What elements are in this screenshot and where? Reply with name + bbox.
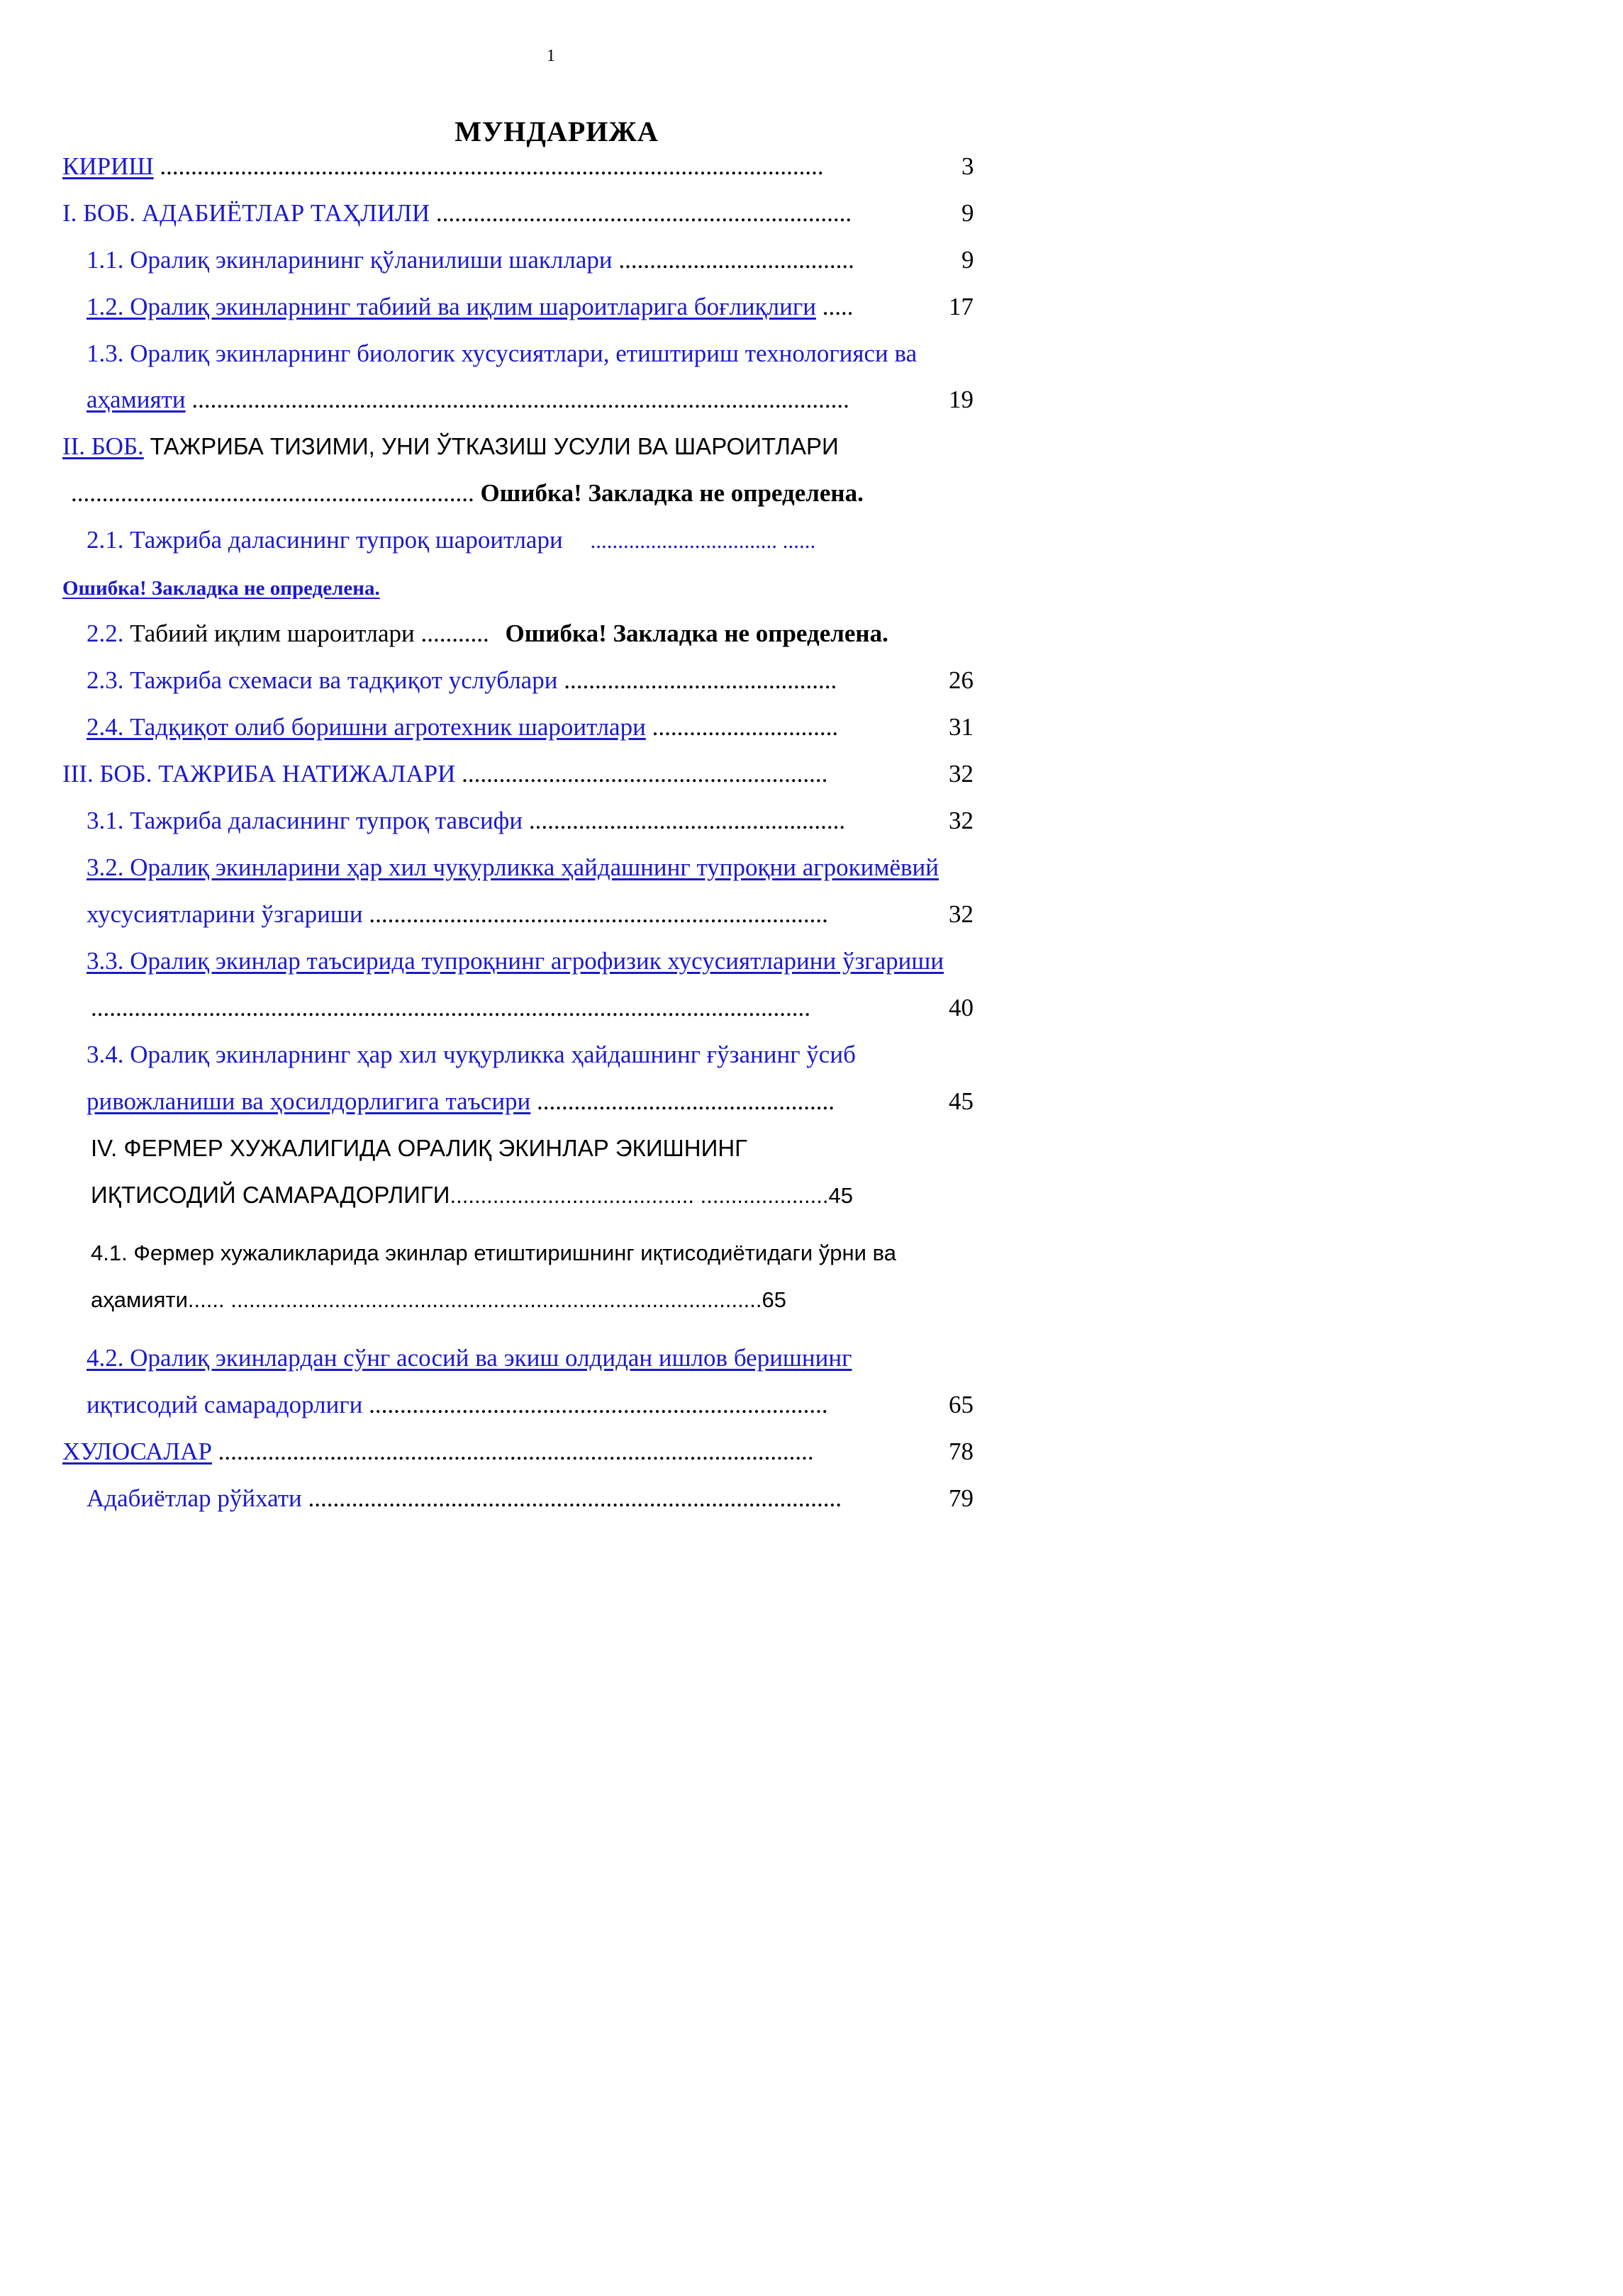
toc-entry-section-3-4-cont[interactable]: [87, 1087, 835, 1116]
toc-dots: ...................................................................: [435, 199, 852, 227]
toc-entry-section-4-1[interactable]: [91, 1239, 896, 1267]
toc-page-section-4-2: 65: [949, 1391, 974, 1418]
toc-page-section-2-4: 31: [949, 713, 974, 741]
toc-link-chapter-4-cont[interactable]: ИҚТИСОДИЙ САМАРАДОРЛИГИ: [91, 1182, 450, 1208]
toc-page-chapter-1: 9: [961, 199, 974, 227]
toc-link-conclusions[interactable]: ХУЛОСАЛАР: [62, 1438, 212, 1465]
toc-page-chapter-3: 32: [949, 760, 974, 788]
toc-link-section-4-2-cont[interactable]: иқтисодий самарадорлиги: [87, 1391, 363, 1418]
toc-entry-chapter-4[interactable]: [91, 1134, 747, 1163]
toc-entry-section-2-1[interactable]: [87, 526, 815, 555]
toc-link-section-3-4[interactable]: 3.4. Оралиқ экинларнинг ҳар хил чуқурликка ҳайдашнинг ғўзанинг ўсиб: [87, 1041, 856, 1068]
toc-entry-kirish[interactable]: [62, 152, 824, 181]
toc-entry-section-1-3-cont[interactable]: [87, 386, 849, 414]
toc-entry-section-3-3-cont: [91, 994, 810, 1022]
toc-link-kirish[interactable]: КИРИШ: [62, 152, 154, 180]
bookmark-error: Ошибка! Закладка не определена.: [480, 479, 864, 507]
toc-link-section-2-1[interactable]: 2.1. Тажриба даласининг тупроқ шароитлари: [87, 526, 563, 554]
toc-entry-section-2-4[interactable]: [87, 713, 838, 741]
toc-dots: ...........................................................................................................: [160, 152, 824, 180]
toc-entry-section-1-1[interactable]: [87, 246, 854, 274]
page-number: 1: [547, 47, 555, 65]
toc-page-section-1-2: 17: [949, 293, 974, 320]
toc-link-section-1-3-cont[interactable]: аҳамияти: [87, 386, 186, 413]
toc-dots: ................................................................................................: [218, 1438, 814, 1465]
toc-page-conclusions: 78: [949, 1438, 974, 1465]
toc-entry-section-3-3[interactable]: [87, 947, 944, 975]
toc-entry-section-1-3[interactable]: [87, 340, 917, 368]
toc-link-section-1-2[interactable]: 1.2. Оралиқ экинларнинг табиий ва иқлим шароитларига боғлиқлиги: [87, 293, 816, 320]
toc-link-section-2-2-num[interactable]: 2.2.: [87, 620, 124, 647]
toc-entry-chapter-1[interactable]: [62, 199, 852, 228]
toc-link-section-4-1[interactable]: 4.1. Фермер хужаликларида экинлар етиштиришнинг иқтисодиётидаги ўрни ва: [91, 1241, 896, 1265]
toc-page-section-1-3: 19: [949, 386, 974, 413]
page-title: МУНДАРИЖА: [454, 116, 659, 147]
toc-link-section-3-2-cont[interactable]: хусусиятларини ўзгариши: [87, 900, 363, 928]
toc-dots: ...........: [420, 620, 489, 647]
toc-entry-section-3-2-cont[interactable]: [87, 900, 828, 929]
toc-dots: ..........................................................................: [369, 1391, 828, 1418]
toc-link-section-4-2[interactable]: 4.2. Оралиқ экинлардан сўнг асосий ва экиш олдидан ишлов беришнинг: [87, 1344, 852, 1372]
toc-entry-chapter-2[interactable]: [62, 432, 839, 461]
toc-link-section-2-4[interactable]: 2.4. Тадқиқот олиб боришни агротехник шароитлари: [87, 713, 646, 741]
toc-entry-chapter-4-cont[interactable]: [91, 1181, 853, 1210]
toc-dots: ......................................: [618, 246, 854, 274]
toc-entry-section-1-2[interactable]: [87, 293, 853, 321]
toc-entry-conclusions[interactable]: [62, 1438, 814, 1466]
toc-link-section-2-2[interactable]: Табиий иқлим шароитлари: [130, 620, 415, 647]
toc-page-references: 79: [949, 1484, 974, 1512]
toc-dots: ..........................................................................................................: [191, 386, 849, 413]
toc-link-section-1-3[interactable]: 1.3. Оралиқ экинларнинг биологик хусусиятлари, етиштириш технологияси ва: [87, 340, 918, 367]
toc-dots: ...................................................: [528, 807, 846, 834]
toc-link-section-3-1[interactable]: 3.1. Тажриба даласининг тупроқ тавсифи: [87, 807, 523, 834]
toc-dots-page: ........................................ .....................45: [450, 1183, 853, 1208]
toc-link-section-2-3[interactable]: 2.3. Тажриба схемаси ва тадқиқот услублари: [87, 666, 558, 694]
toc-entry-section-2-3[interactable]: [87, 666, 837, 695]
toc-entry-references[interactable]: [87, 1484, 842, 1513]
toc-page-kirish: 3: [961, 152, 974, 180]
toc-page-section-3-4: 45: [949, 1087, 974, 1115]
toc-page-section-2-3: 26: [949, 666, 974, 694]
toc-link-section-1-1[interactable]: 1.1. Оралиқ экинларининг қўланилиши шакллари: [87, 246, 613, 274]
toc-page-section-1-1: 9: [961, 246, 974, 274]
toc-link-references[interactable]: Адабиётлар рўйхати: [87, 1484, 302, 1512]
toc-entry-section-3-1[interactable]: [87, 807, 845, 835]
toc-dots: ....................................................................................................................: [91, 994, 810, 1021]
toc-dots: ...........................................................: [462, 760, 828, 788]
toc-entry-section-4-2[interactable]: [87, 1344, 852, 1372]
toc-dots: ................................................: [537, 1087, 835, 1115]
toc-link-chapter-1[interactable]: I. БОБ. АДАБИЁТЛАР ТАҲЛИЛИ: [62, 199, 430, 227]
toc-entry-section-2-1-error[interactable]: [62, 573, 380, 603]
toc-link-chapter-3[interactable]: III. БОБ. ТАЖРИБА НАТИЖАЛАРИ: [62, 760, 456, 788]
toc-dots: .................................................................: [71, 479, 474, 507]
toc-entry-section-4-1-cont[interactable]: [91, 1286, 786, 1314]
toc-link-section-3-3[interactable]: 3.3. Оралиқ экинлар таъсирида тупроқнинг агрофизик хусусиятларини ўзгариши: [87, 947, 944, 975]
toc-dots: ..........................................................................: [369, 900, 828, 928]
bookmark-error-link[interactable]: Ошибка! Закладка не определена.: [62, 577, 380, 600]
toc-dots: .................................. ......: [590, 528, 816, 553]
toc-entry-section-4-2-cont[interactable]: [87, 1391, 828, 1419]
toc-entry-section-3-4[interactable]: [87, 1041, 856, 1069]
toc-dots-page: ...... .......................................................................................65: [187, 1287, 787, 1312]
toc-dots: .....: [822, 293, 854, 320]
toc-dots: ............................................: [564, 666, 837, 694]
toc-link-chapter-2-prefix[interactable]: II. БОБ.: [62, 432, 144, 460]
toc-link-section-4-1-cont[interactable]: аҳамияти: [91, 1287, 188, 1312]
toc-page-section-3-3: 40: [949, 994, 974, 1021]
toc-page-section-3-1: 32: [949, 807, 974, 834]
toc-link-section-3-4-cont[interactable]: ривожланиши ва ҳосилдорлигига таъсири: [87, 1087, 531, 1115]
toc-entry-chapter-3[interactable]: [62, 760, 827, 788]
toc-dots: ......................................................................................: [308, 1484, 842, 1512]
bookmark-error: Ошибка! Закладка не определена.: [505, 620, 888, 647]
toc-link-section-3-2[interactable]: 3.2. Оралиқ экинларини ҳар хил чуқурликка ҳайдашнинг тупроқни агрокимёвий: [87, 853, 939, 881]
toc-entry-section-2-2[interactable]: [87, 620, 888, 648]
toc-dots: ..............................: [652, 713, 839, 741]
toc-link-chapter-2[interactable]: ТАЖРИБА ТИЗИМИ, УНИ ЎТКАЗИШ УСУЛИ ВА ШАРОИТЛАРИ: [150, 433, 839, 459]
toc-entry-chapter-2-cont: [71, 479, 864, 508]
toc-entry-section-3-2[interactable]: [87, 853, 939, 882]
toc-page-section-3-2: 32: [949, 900, 974, 928]
toc-link-chapter-4[interactable]: IV. ФЕРМЕР ХУЖАЛИГИДА ОРАЛИҚ ЭКИНЛАР ЭКИШНИНГ: [91, 1135, 748, 1161]
